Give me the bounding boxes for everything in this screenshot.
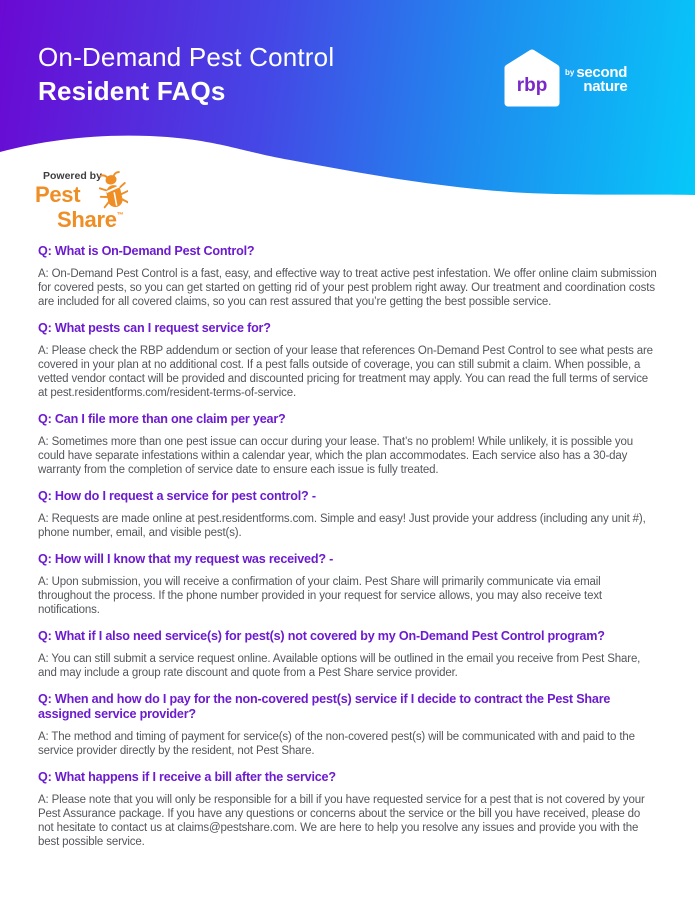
faq-item	[38, 244, 657, 309]
second-nature-line1: second	[576, 64, 628, 81]
faq-question: Q: Can I file more than one claim per year?	[38, 412, 286, 426]
faq-question: Q: How will I know that my request was received? -	[38, 552, 334, 566]
faq-answer: A: On-Demand Pest Control is a fast, easy, and effective way to treat active pest infestation. We offer online claim submission for covered pests, so you can get started on getting rid of your pest problem right away. Our treatment and coordination costs are included for all covered claims, so you can rest assured that you’re getting the best possible service.	[38, 268, 657, 308]
faq-item	[38, 412, 657, 477]
faq-item	[38, 321, 657, 400]
page-title: On-Demand Pest Control	[38, 42, 335, 72]
pest-share-logo	[35, 170, 175, 230]
faq-answer: A: Please note that you will only be responsible for a bill if you have requested service for a pest that is not covered by your Pest Assurance package. If you have any questions or concerns about the service or the bill you have received, please do not hesitate to contact us at claims@pestshare.com. We are here to help you resolve any issues and provide you with the best possible service.	[38, 794, 645, 848]
pest-share-line2: Share™	[57, 207, 124, 232]
by-label: by	[565, 68, 575, 77]
faq-item	[38, 629, 657, 680]
faq-item	[38, 489, 657, 540]
rbp-logo-text: rbp	[516, 75, 548, 96]
faq-answer: A: Please check the RBP addendum or section of your lease that references On-Demand Pest Control to see what pests are covered in your plan at no additional cost. If a pest falls outside of coverage, you can still submit a claim. When possible, a vetted vendor contact will be provided and discounted pricing for treatment may apply. You can read the full terms of service at pest.residentforms.com/resident-terms-of-service.	[38, 345, 653, 399]
faq-question: Q: What is On-Demand Pest Control?	[38, 244, 255, 258]
faq-answer: A: Sometimes more than one pest issue can occur during your lease. That’s no problem! While unlikely, it is possible you could have separate infestations within a calendar year, which the plan accommodates. Each service also has a 30-day warranty from the completion of service date to ensure each issue is fully treated.	[38, 436, 633, 476]
bug-icon	[99, 171, 128, 212]
faq-question: Q: When and how do I pay for the non-covered pest(s) service if I decide to contract the Pest Share assigned service provider?	[38, 692, 611, 721]
faq-item	[38, 552, 657, 617]
faq-answer: A: Upon submission, you will receive a confirmation of your claim. Pest Share will primarily communicate via email throughout the process. If the phone number provided in your request for service allows, you may also receive text notifications.	[38, 576, 602, 616]
faq-item	[38, 770, 657, 849]
second-nature-line2: nature	[583, 77, 628, 95]
faq-answer: A: The method and timing of payment for service(s) of the non-covered pest(s) will be communicated with and paid to the service provider directly by the resident, not Pest Share.	[38, 731, 635, 757]
second-nature-wordmark	[565, 66, 627, 93]
faq-answer: A: You can still submit a service request online. Available options will be outlined in the email you receive from Pest Share, and may include a group rate discount and quote from a Pest Share service provider.	[38, 653, 641, 679]
trademark-symbol: ™	[116, 212, 124, 219]
pest-share-line1: Pest	[35, 182, 81, 207]
hero-header	[0, 0, 695, 232]
powered-by-label: Powered by	[43, 170, 102, 182]
rbp-logo-icon	[503, 48, 561, 108]
page-subtitle: Resident FAQs	[38, 76, 226, 106]
faq-answer: A: Requests are made online at pest.residentforms.com. Simple and easy! Just provide your address (including any unit #), phone number, email, and visible pest(s).	[38, 513, 646, 539]
faq-item	[38, 692, 657, 758]
faq-question: Q: What if I also need service(s) for pest(s) not covered by my On-Demand Pest Control program?	[38, 629, 605, 643]
faq-question: Q: How do I request a service for pest control? -	[38, 489, 316, 503]
faq-question: Q: What pests can I request service for?	[38, 321, 271, 335]
hero-title-block	[38, 40, 334, 108]
faq-question: Q: What happens if I receive a bill after the service?	[38, 770, 336, 784]
rbp-second-nature-logo	[503, 48, 627, 108]
faq-content	[0, 216, 695, 849]
